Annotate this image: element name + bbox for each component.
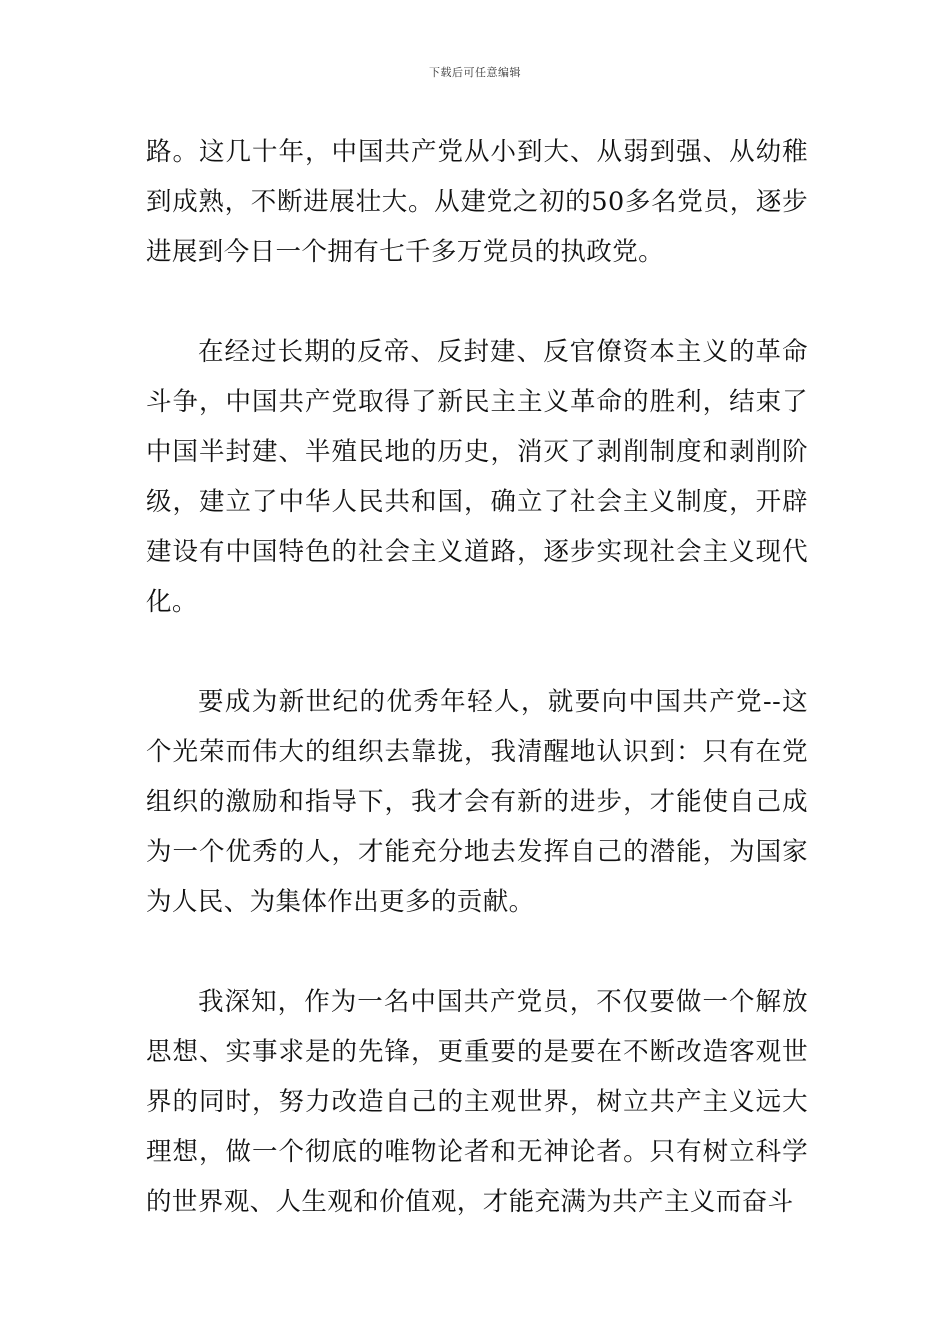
paragraph-gap — [146, 927, 808, 977]
paragraph-gap — [146, 627, 808, 677]
paragraph-1: 路。这几十年，中国共产党从小到大、从弱到强、从幼稚到成熟，不断进展壮大。从建党之初的50多名党员，逐步进展到今日一个拥有七千多万党员的执政党。 — [146, 137, 808, 267]
page-header: 下载后可任意编辑 — [429, 66, 521, 79]
document-body — [146, 127, 808, 1227]
paragraph-gap — [146, 277, 808, 327]
paragraph-4: 我深知，作为一名中国共产党员，不仅要做一个解放思想、实事求是的先锋，更重要的是要在不断改造客观世界的同时，努力改造自己的主观世界，树立共产主义远大理想，做一个彻底的唯物论者和无神论者。只有树立科学的世界观、人生观和价值观，才能充满为共产主义而奋斗 — [146, 987, 808, 1217]
paragraph-3: 要成为新世纪的优秀年轻人，就要向中国共产党--这个光荣而伟大的组织去靠拢，我清醒地认识到：只有在党组织的激励和指导下，我才会有新的进步，才能使自己成为一个优秀的人，才能充分地去发挥自己的潜能，为国家为人民、为集体作出更多的贡献。 — [146, 687, 808, 917]
paragraph-2: 在经过长期的反帝、反封建、反官僚资本主义的革命斗争，中国共产党取得了新民主主义革命的胜利，结束了中国半封建、半殖民地的历史，消灭了剥削制度和剥削阶级，建立了中华人民共和国，确立了社会主义制度，开辟建设有中国特色的社会主义道路，逐步实现社会主义现代化。 — [146, 337, 808, 617]
